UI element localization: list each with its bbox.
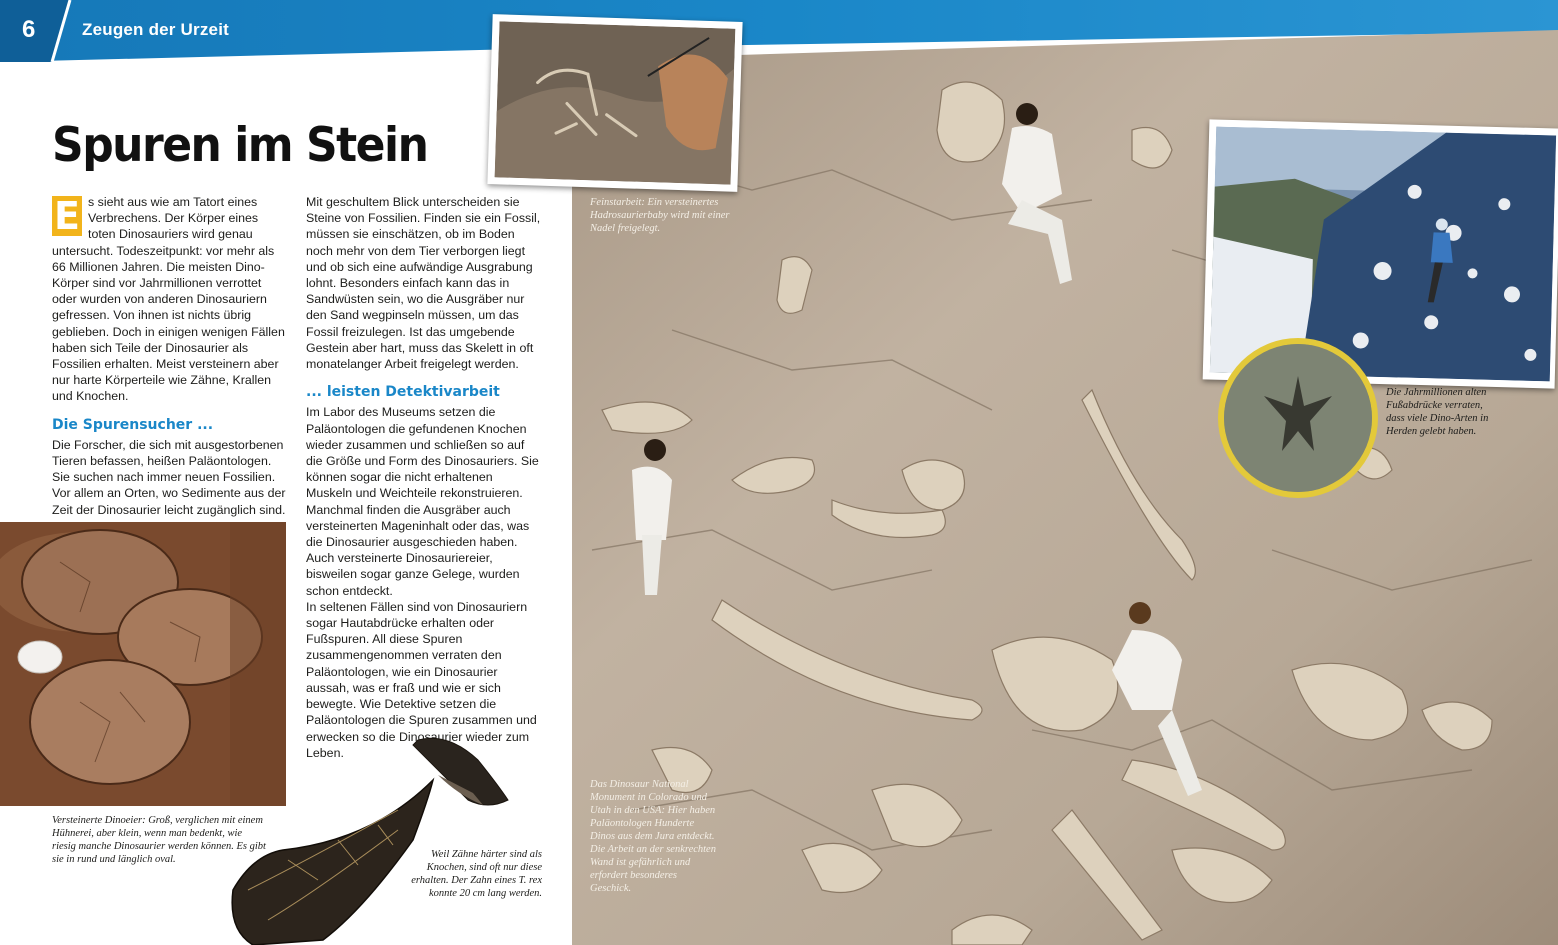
caption-hadrosaur: Feinstarbeit: Ein versteinertes Hadrosaurierbaby wird mit einer Nadel freigelegt.: [590, 197, 730, 234]
page-number: 6: [22, 16, 36, 43]
section2-text-1: Im Labor des Museums setzen die Paläontologen die gefundenen Knochen wieder zusammen und schließen so auf die Größe und Form des Dinosauriers. Sie können sogar die nicht erhaltenen Muskeln und Weichteile rekonstruieren. Manchmal finden die Ausgräber auch versteinerten Mageninhalt oder das, was die Dinosaurier ausgeschieden haben. Auch versteinerte Dinosauriereier, bisweilen sogar ganze Gelege, wurden schon entdeckt.: [306, 405, 539, 598]
footprint-medallion: [1216, 336, 1380, 500]
hadrosaur-fossil-photo: [495, 21, 736, 184]
drop-cap: E: [52, 196, 82, 236]
fossil-teeth-image: [228, 730, 528, 945]
text-column-middle: [306, 194, 542, 761]
column2-text: Mit geschultem Blick unterscheiden sie Steine von Fossilien. Finden sie ein Fossil, müssen sie einschätzen, ob im Boden noch mehr von dem Tier verborgen liegt und ob sich eine aufwändige Ausgrabung lohnt. Besonders einfach kann das in Sandwüsten sein, wo die Ausgräber nur den Sand wegpinseln müssen, um das Fossil freizulegen. Ist das umgebende Gestein aber hart, muss das Skelett in oft monatelanger Arbeit freigelegt werden.: [306, 195, 541, 372]
hadrosaur-inset-frame: [487, 14, 742, 192]
caption-teeth: Weil Zähne härter sind als Knochen, sind oft nur diese erhalten. Der Zahn eines T. rex konnte 20 cm lang werden.: [411, 849, 542, 899]
section-title: Zeugen der Urzeit: [82, 20, 229, 39]
subhead-detektivarbeit: ... leisten Detektivarbeit: [306, 384, 500, 401]
headline: Spuren im Stein: [52, 118, 428, 174]
section2-text-2: In seltenen Fällen sind von Dinosauriern sogar Hautabdrücke erhalten oder Fußspuren. All diese Spuren zusammengenommen verraten den Paläontologen, wie ein Dinosaurier aussah, was er fraß und wie er sich bewegte. Wie Detektive setzen die Paläontologen die Spuren zusammen und erwecken so die Dinosaurier wieder zum Leben.: [306, 599, 537, 760]
caption-eggs: Versteinerte Dinoeier: Groß, verglichen mit einem Hühnerei, aber klein, wenn man bedenkt, wie riesig manche Dinosaurier werden können. Es gibt sie in rund und länglich oval.: [52, 815, 266, 865]
text-column-left: [52, 194, 287, 518]
section1-text: Die Forscher, die sich mit ausgestorbenen Tieren befassen, heißen Paläontologen. Sie suchen nach immer neuen Fossilien. Vor allem an Orten, wo Sedimente aus der Zeit der Dinosaurier leicht zugänglich sind.: [52, 437, 286, 517]
caption-footprints: Die Jahrmillionen alten Fußabdrücke verraten, dass viele Dino-Arten in Herden gelebt haben.: [1386, 387, 1489, 437]
intro-paragraph: [52, 194, 287, 405]
intro-text: s sieht aus wie am Tatort eines Verbrechens. Der Körper eines toten Dinosauriers wird genau untersucht. Todeszeitpunkt: vor mehr als 66 Millionen Jahren. Die meisten Dino-Körper sind vor Jahrmillionen verrottet oder wurden von anderen Dinosauriern gefressen. Von ihnen ist nichts übrig geblieben. Doch in einigen wenigen Fällen haben sich Teile der Dinosaurier als Fossilien erhalten. Meist versteinern aber nur harte Körperteile wie Zähne, Krallen und Knochen.: [52, 195, 285, 404]
subhead-spurensucher: Die Spurensucher ...: [52, 416, 214, 433]
caption-monument: Das Dinosaur National Monument in Colorado und Utah in den USA: Hier haben Paläontologen Hunderte Dinos aus dem Jura entdeckt. Die Arbeit an der senkrechten Wand ist gefährlich und erfordert besonderes Geschick.: [590, 779, 716, 894]
